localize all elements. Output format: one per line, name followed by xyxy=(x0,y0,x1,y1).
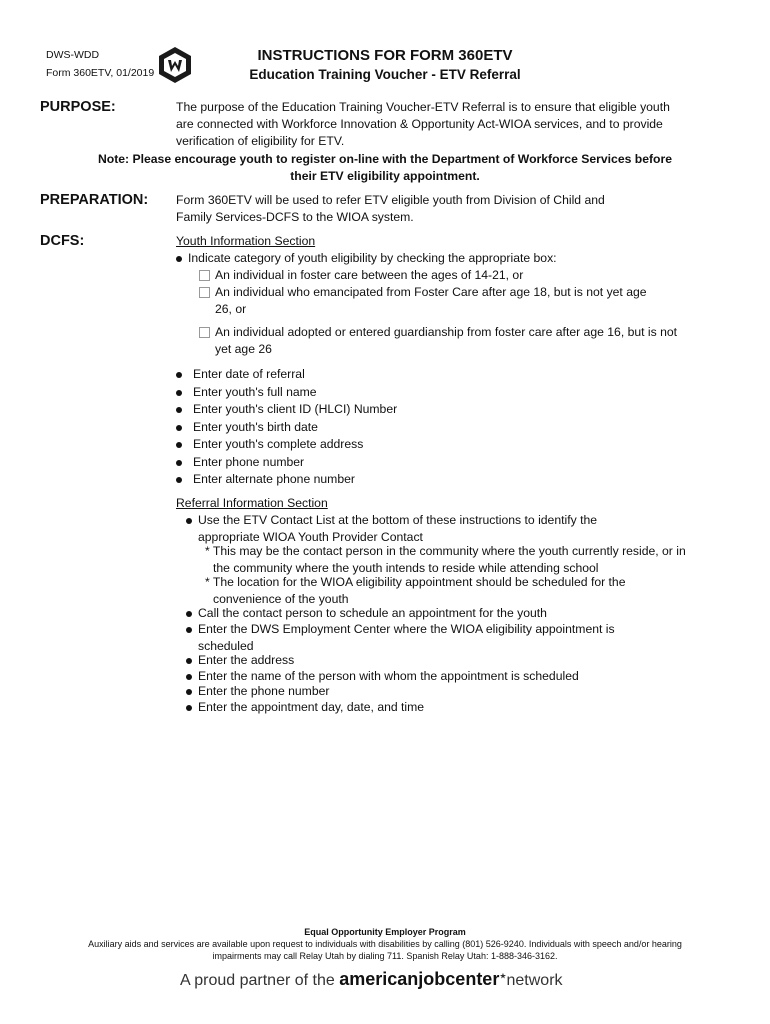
bullet-icon xyxy=(176,477,182,483)
note-line-1: Note: Please encourage youth to register on-line with the Department of Workforce Services before xyxy=(97,152,673,166)
bullet-icon xyxy=(176,425,182,431)
list-item: Enter phone number xyxy=(193,455,305,469)
partner-prefix: A proud partner of the xyxy=(180,972,335,989)
option-adopted: An individual adopted or entered guardianship from foster care after age 16, but is not yet age 26 xyxy=(215,325,678,356)
purpose-text: The purpose of the Education Training Voucher-ETV Referral is to ensure that eligible youth are connected with Workforce Innovation & Opportunity Act-WIOA services, and to provide verification of eligibility for ETV. xyxy=(176,100,670,148)
aux-aids-line-1: Auxiliary aids and services are available upon request to individuals with disabilities by calling (801) 526-9240. Individuals with speech and/or hearing xyxy=(88,939,682,949)
list-item: Enter date of referral xyxy=(193,367,305,381)
bullet-icon xyxy=(176,390,182,396)
preparation-text: Form 360ETV will be used to refer ETV eligible youth from Division of Child and Family Services-DCFS to the WIOA system. xyxy=(176,193,605,224)
checkbox-foster-care xyxy=(199,270,210,281)
list-item: Enter youth's birth date xyxy=(193,420,318,434)
list-item: Enter youth's full name xyxy=(193,385,317,399)
eoe-statement: Equal Opportunity Employer Program xyxy=(304,927,466,937)
checkbox-adopted xyxy=(199,327,210,338)
form-number: Form 360ETV, 01/2019 xyxy=(46,67,155,79)
referral-subnote-community: * This may be the contact person in the community where the youth currently reside, or in the community where the youth intends to reside while attending school xyxy=(205,544,686,575)
brand-center: center xyxy=(445,969,500,989)
star-icon: ★ xyxy=(499,971,507,981)
note-line-2: their ETV eligibility appointment. xyxy=(290,169,480,183)
option-foster-care: An individual in foster care between the ages of 14-21, or xyxy=(215,268,524,282)
footer xyxy=(30,926,740,962)
bullet-icon xyxy=(186,518,192,524)
list-item: Enter the phone number xyxy=(198,684,330,698)
bullet-icon xyxy=(186,611,192,617)
eligibility-intro: Indicate category of youth eligibility by checking the appropriate box: xyxy=(188,251,557,265)
dws-logo-icon xyxy=(157,46,193,84)
american-job-center-logo xyxy=(180,969,600,990)
bullet-icon xyxy=(176,442,182,448)
preparation-label: PREPARATION: xyxy=(40,192,149,208)
list-item: Enter the name of the person with whom the appointment is scheduled xyxy=(198,669,579,683)
brand-job: job xyxy=(418,969,446,989)
referral-item-contact-list: Use the ETV Contact List at the bottom of these instructions to identify the appropriate WIOA Youth Provider Contact xyxy=(198,513,598,544)
checkbox-emancipated xyxy=(199,287,210,298)
list-item: Enter youth's client ID (HLCI) Number xyxy=(193,402,398,416)
division-code: DWS-WDD xyxy=(46,49,100,61)
list-item: Enter the appointment day, date, and time xyxy=(198,700,425,714)
bullet-icon xyxy=(176,256,182,262)
list-item: Enter the address xyxy=(198,653,295,667)
list-item: Enter youth's complete address xyxy=(193,437,364,451)
form-identifier xyxy=(46,46,154,82)
brand-american: american xyxy=(339,969,419,989)
document-title: INSTRUCTIONS FOR FORM 360ETV xyxy=(257,47,513,64)
dcfs-label: DCFS: xyxy=(40,233,85,249)
list-item: Enter the DWS Employment Center where the WIOA eligibility appointment is scheduled xyxy=(198,622,615,653)
list-item: Enter alternate phone number xyxy=(193,472,355,486)
bullet-icon xyxy=(186,658,192,664)
bullet-icon xyxy=(176,460,182,466)
bullet-icon xyxy=(176,372,182,378)
option-emancipated: An individual who emancipated from Foster Care after age 18, but is not yet age 26, or xyxy=(215,285,647,316)
partner-suffix: network xyxy=(506,972,563,989)
referral-section-heading: Referral Information Section xyxy=(176,496,328,510)
registration-note xyxy=(40,151,730,185)
document-title-block xyxy=(200,46,570,84)
document-subtitle: Education Training Voucher - ETV Referral xyxy=(249,67,521,82)
aux-aids-line-2: impairments may call Relay Utah by dialing 711. Spanish Relay Utah: 1-888-346-3162. xyxy=(212,951,558,961)
referral-subnote-location: * The location for the WIOA eligibility appointment should be scheduled for the convenience of the youth xyxy=(205,575,626,606)
bullet-icon xyxy=(186,674,192,680)
bullet-icon xyxy=(186,705,192,711)
bullet-icon xyxy=(176,407,182,413)
bullet-icon xyxy=(186,627,192,633)
bullet-icon xyxy=(186,689,192,695)
purpose-label: PURPOSE: xyxy=(40,99,116,115)
list-item: Call the contact person to schedule an appointment for the youth xyxy=(198,606,547,620)
youth-section-heading: Youth Information Section xyxy=(176,234,316,248)
